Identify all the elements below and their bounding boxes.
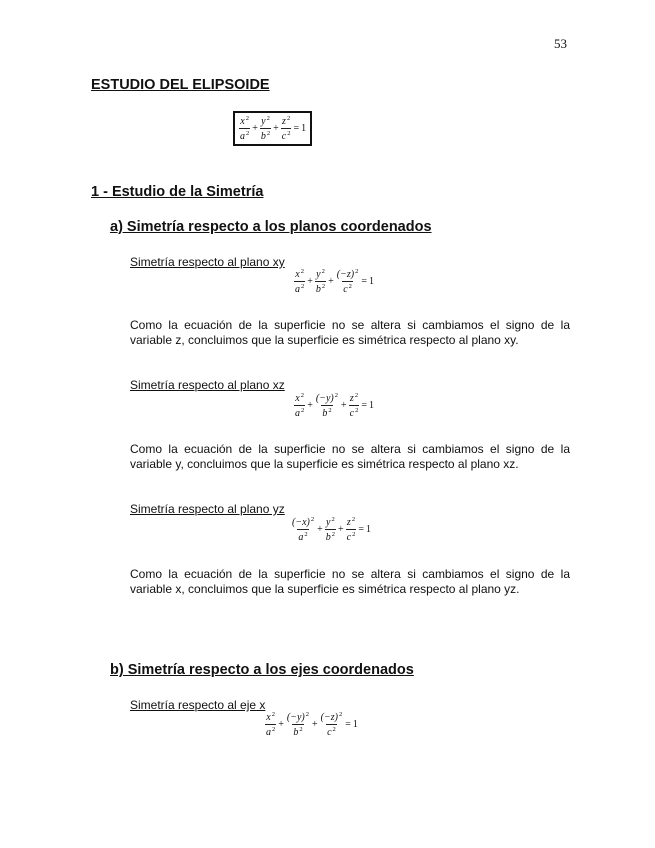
section-a-heading: a) Simetría respecto a los planos coordenados bbox=[110, 219, 432, 235]
plane-xz-label: Simetría respecto al plano xz bbox=[130, 378, 285, 392]
page-number: 53 bbox=[554, 36, 567, 51]
plane-yz-text: Como la ecuación de la superficie no se altera si cambiamos el signo de la variable x, concluimos que la superficie es simétrica respecto al plano yz. bbox=[130, 567, 570, 596]
section-1-heading: 1 - Estudio de la Simetría bbox=[91, 184, 264, 200]
plane-xz-equation: $\frac{x^2}{a^2}$ + $\frac{(-y)^2}{b^2}$ + $\frac{z^2}{c^2}$ = 1 bbox=[295, 392, 374, 419]
plane-yz-equation: $\frac{(-x)^2}{a^2}$ + $\frac{y^2}{b^2}$ + $\frac{z^2}{c^2}$ = 1 bbox=[292, 516, 371, 543]
section-b-heading: b) Simetría respecto a los ejes coordenados bbox=[110, 662, 414, 678]
plane-xz-text: Como la ecuación de la superficie no se altera si cambiamos el signo de la variable y, concluimos que la superficie es simétrica respecto al plano xz. bbox=[130, 442, 570, 471]
fraction: $\frac{y^2}{b^2}$ bbox=[260, 115, 271, 142]
plane-yz-label: Simetría respecto al plano yz bbox=[130, 502, 285, 516]
plane-xy-text: Como la ecuación de la superficie no se altera si cambiamos el signo de la variable z, concluimos que la superficie es simétrica respecto al plano xy. bbox=[130, 318, 570, 347]
fraction: $\frac{z^2}{c^2}$ bbox=[281, 115, 291, 142]
axis-x-equation: $\frac{x^2}{a^2}$ + $\frac{(-y)^2}{b^2}$ + $\frac{(-z)^2}{c^2}$ = 1 bbox=[266, 711, 358, 738]
fraction: $\frac{x^2}{a^2}$ bbox=[240, 115, 250, 142]
main-equation: $\frac{x^2}{a^2}$ + $\frac{y^2}{b^2}$ + $\frac{z^2}{c^2}$ = 1 bbox=[233, 111, 312, 146]
plane-xy-equation: $\frac{x^2}{a^2}$ + $\frac{y^2}{b^2}$ + $\frac{(-z)^2}{c^2}$ = 1 bbox=[295, 268, 374, 295]
plane-xy-label: Simetría respecto al plano xy bbox=[130, 255, 285, 269]
page-title: ESTUDIO DEL ELIPSOIDE bbox=[91, 77, 270, 93]
axis-x-label: Simetría respecto al eje x bbox=[130, 698, 266, 712]
